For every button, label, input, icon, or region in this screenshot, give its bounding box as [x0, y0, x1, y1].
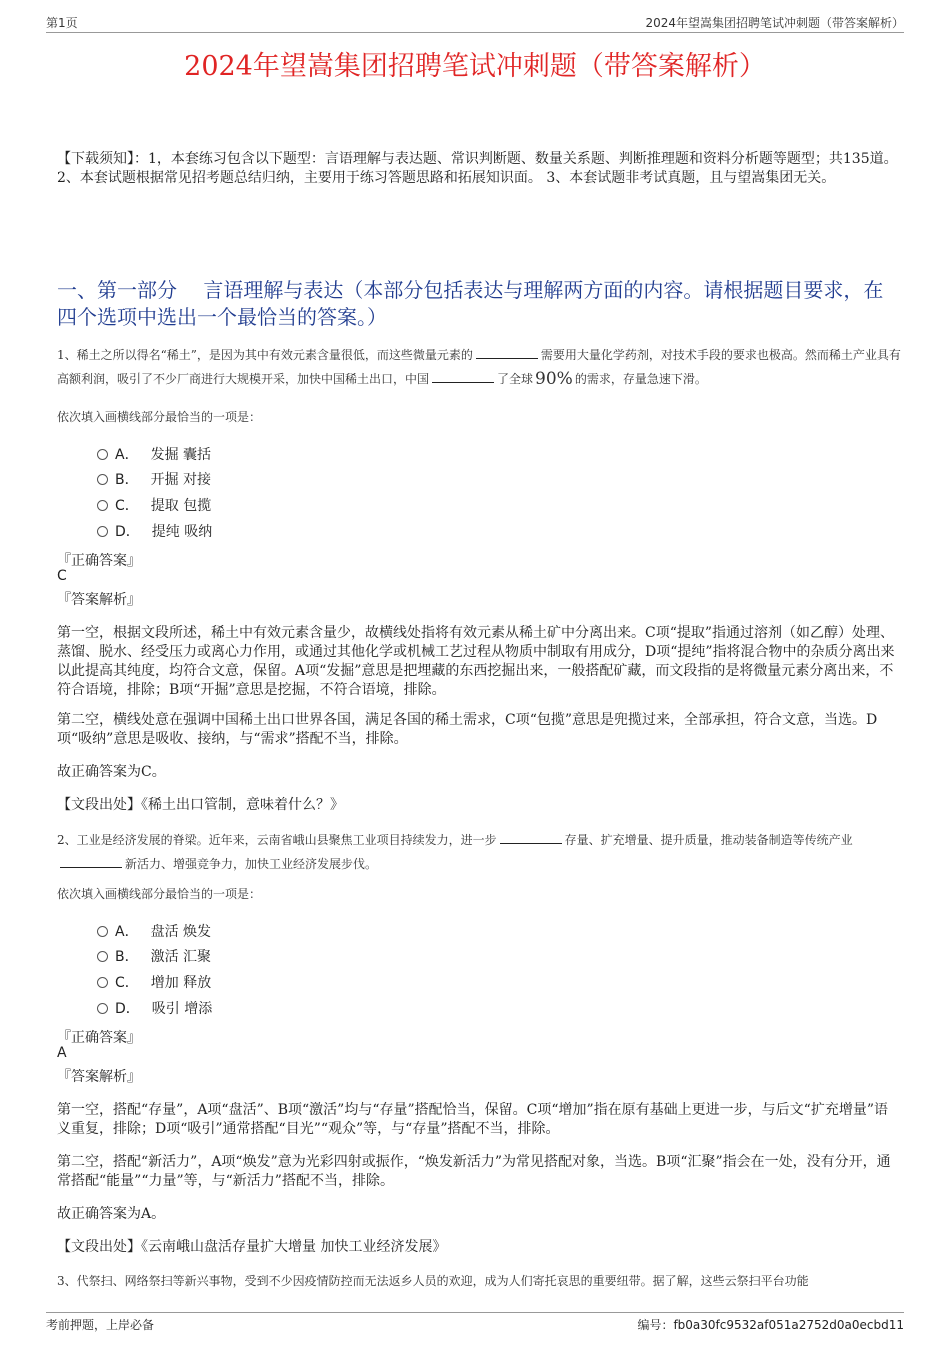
percent-value: 90%: [535, 369, 573, 389]
source-citation: 【文段出处】《云南峨山盘活存量扩大增量 加快工业经济发展》: [57, 1239, 447, 1255]
answer-blank: [432, 369, 494, 383]
question-1-option-a[interactable]: A． 发掘 囊括: [97, 444, 211, 464]
radio-icon[interactable]: [97, 977, 108, 988]
radio-icon[interactable]: [97, 449, 108, 460]
radio-icon[interactable]: [97, 926, 108, 937]
page-footer: [46, 1312, 904, 1332]
analysis-paragraph: 第一空，搭配“存量”，A项“盘活”、B项“激活”均与“存量”搭配恰当，保留。C项“增加”指在原有基础上更进一步，与后文“扩充增量”语义重复，排除；D项“吸引”通常搭配“目光”“观众”等，与“存量”搭配不当，排除。: [57, 1102, 888, 1137]
radio-icon[interactable]: [97, 1003, 108, 1014]
analysis-paragraph: 第二空，搭配“新活力”，A项“焕发”意为光彩四射或振作，“焕发新活力”为常见搭配对象，当选。B项“汇聚”指会在一处，没有分开，通常搭配“能量”“力量”等，与“新活力”搭配不当，排除。: [57, 1154, 891, 1189]
question-2-option-b[interactable]: B． 激活 汇聚: [97, 946, 211, 966]
question-2-stem: 2、工业是经济发展的脊梁。近年来，云南省峨山县聚焦工业项目持续发力，进一步 存量、扩充增量、提升质量，推动装备制造等传统产业新活力、增强竞争力，加快工业经济发展步伐。: [57, 828, 904, 876]
page-title: 2024年望嵩集团招聘笔试冲刺题（带答案解析）: [184, 51, 766, 82]
question-2-option-c[interactable]: C． 增加 释放: [97, 972, 211, 992]
footer-slogan: 考前押题，上岸必备: [46, 1318, 155, 1332]
answer-blank: [60, 854, 122, 868]
analysis-paragraph: 第二空，横线处意在强调中国稀土出口世界各国，满足各国的稀土需求，C项“包揽”意思是兜揽过来，全部承担，符合文意，当选。D项“吸纳”意思是吸收、接纳，与“需求”搭配不当，排除。: [57, 712, 878, 747]
question-1-option-b[interactable]: B． 开掘 对接: [97, 469, 211, 489]
analysis-label: 『答案解析』: [57, 1069, 141, 1085]
analysis-paragraph: 第一空，根据文段所述，稀土中有效元素含量少，故横线处指将有效元素从稀土矿中分离出来。C项“提取”指通过溶剂（如乙醇）处理、蒸馏、脱水、经受压力或离心力作用，或通过其他化学或机械工艺过程从物质中制取有用成分，D项“提纯”指将混合物中的杂质分离出来以此提高其纯度，均符合文意，保留。A项“发掘”意思是把埋藏的东西挖掘出来，一般搭配矿藏，而文段指的是将微量元素分离出来，不符合语境，排除；B项“开掘”意思是挖掘，不符合语境，排除。: [57, 625, 895, 698]
correct-answer-label: 『正确答案』: [57, 553, 141, 569]
correct-answer: A: [57, 1045, 67, 1061]
radio-icon[interactable]: [97, 500, 108, 511]
radio-icon[interactable]: [97, 474, 108, 485]
question-2-option-a[interactable]: A． 盘活 焕发: [97, 921, 211, 941]
section-heading: 一、第一部分 言语理解与表达（本部分包括表达与理解两方面的内容。请根据题目要求，在四个选项中选出一个最恰当的答案。）: [57, 278, 884, 329]
question-1-stem: 1、稀土之所以得名“稀土”，是因为其中有效元素含量很低，而这些微量元素的 需要用大量化学药剂，对技术手段的要求也极高。然而稀土产业具有高额利润，吸引了不少厂商进行大规模开采，加快中国稀土出口，中国 了全球 90% 的需求，存量急速下滑。: [57, 343, 904, 391]
question-3-stem: 3、代祭扫、网络祭扫等新兴事物，受到不少因疫情防控而无法返乡人员的欢迎，成为人们寄托哀思的重要纽带。据了解，这些云祭扫平台功能: [57, 1274, 809, 1288]
radio-icon[interactable]: [97, 526, 108, 537]
question-1-option-d[interactable]: D． 提纯 吸纳: [97, 521, 212, 541]
download-notice: 【下载须知】：1，本套练习包含以下题型：言语理解与表达题、常识判断题、数量关系题、判断推理题和资料分析题等题型；共135道。 2、本套试题根据常见招考题总结归纳，主要用于练习答题思路和拓展知识面。 3、本套试题非考试真题，且与望嵩集团无关。: [57, 151, 898, 186]
analysis-conclusion: 故正确答案为C。: [57, 764, 166, 780]
analysis-label: 『答案解析』: [57, 592, 141, 608]
question-2-option-d[interactable]: D． 吸引 增添: [97, 998, 212, 1018]
question-1-option-c[interactable]: C． 提取 包揽: [97, 495, 211, 515]
radio-icon[interactable]: [97, 951, 108, 962]
document-id: 编号：fb0a30fc9532af051a2752d0a0ecbd11: [637, 1318, 904, 1332]
correct-answer-label: 『正确答案』: [57, 1030, 141, 1046]
page-header: [46, 14, 904, 33]
analysis-conclusion: 故正确答案为A。: [57, 1206, 166, 1222]
question-2-hint: 依次填入画横线部分最恰当的一项是：: [57, 887, 262, 901]
answer-blank: [476, 345, 538, 359]
page-number: 第1页: [46, 16, 78, 30]
question-1-hint: 依次填入画横线部分最恰当的一项是：: [57, 410, 262, 424]
answer-blank: [500, 830, 562, 844]
source-citation: 【文段出处】《稀土出口管制，意味着什么？》: [57, 797, 344, 813]
correct-answer: C: [57, 568, 67, 584]
header-doc-title: 2024年望嵩集团招聘笔试冲刺题（带答案解析）: [645, 16, 904, 30]
